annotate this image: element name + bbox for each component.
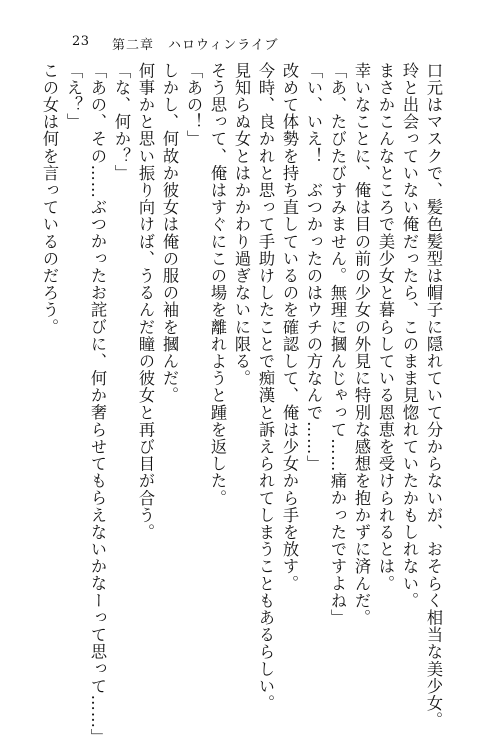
text-line: しかし、何故か彼女は俺の服の袖を摑んだ。 (160, 62, 179, 404)
text-line: 玲と出会っていない俺だったら、このまま見惚れていたかもしれない。 (400, 62, 419, 610)
text-line: この女は何を言っているのだろう。 (40, 62, 59, 336)
dialogue-line: 「あの、その……ぶつかったお詫びに、何か奢らせてもらえないかなーって思って……」 (88, 62, 107, 746)
text-line: 何事かと思い振り向けば、うるんだ瞳の彼女と再び目が合う。 (136, 62, 155, 541)
dialogue-line: 「あの！」 (184, 62, 203, 148)
dialogue-line: 「い、いえ！ ぶつかったのはウチの方なんで……」 (304, 62, 323, 473)
page-number: 23 (72, 34, 90, 49)
text-line: まさかこんなところで美少女と暮らしている恩恵を受けられるとは。 (376, 62, 395, 593)
dialogue-line: 「え？」 (64, 62, 83, 131)
text-line: 今時、良かれと思って手助けしたことで痴漢と訴えられてしまうこともあるらしい。 (256, 62, 275, 712)
text-line: 改めて体勢を持ち直しているのを確認して、俺は少女から手を放す。 (280, 62, 299, 593)
page-header (0, 0, 500, 60)
dialogue-line: 「あ、たびたびすみません。無理に摑んじゃって……痛かったですよね」 (328, 62, 347, 627)
chapter-title: 第二章 ハロウィンライブ (112, 38, 279, 53)
novel-body-text (40, 62, 445, 746)
text-line: 口元はマスクで、髪色髪型は帽子に隠れていて分からないが、おそらく相当な美少女。 (424, 62, 443, 729)
text-line: そう思って、俺はすぐにこの場を離れようと踵を返した。 (208, 62, 227, 507)
dialogue-line: 「な、何か？」 (112, 62, 131, 182)
text-line: 幸いなことに、俺は目の前の少女の外見に特別な感想を抱かずに済んだ。 (352, 62, 371, 627)
text-line: 見知らぬ女とはかかわり過ぎないに限る。 (232, 62, 251, 387)
